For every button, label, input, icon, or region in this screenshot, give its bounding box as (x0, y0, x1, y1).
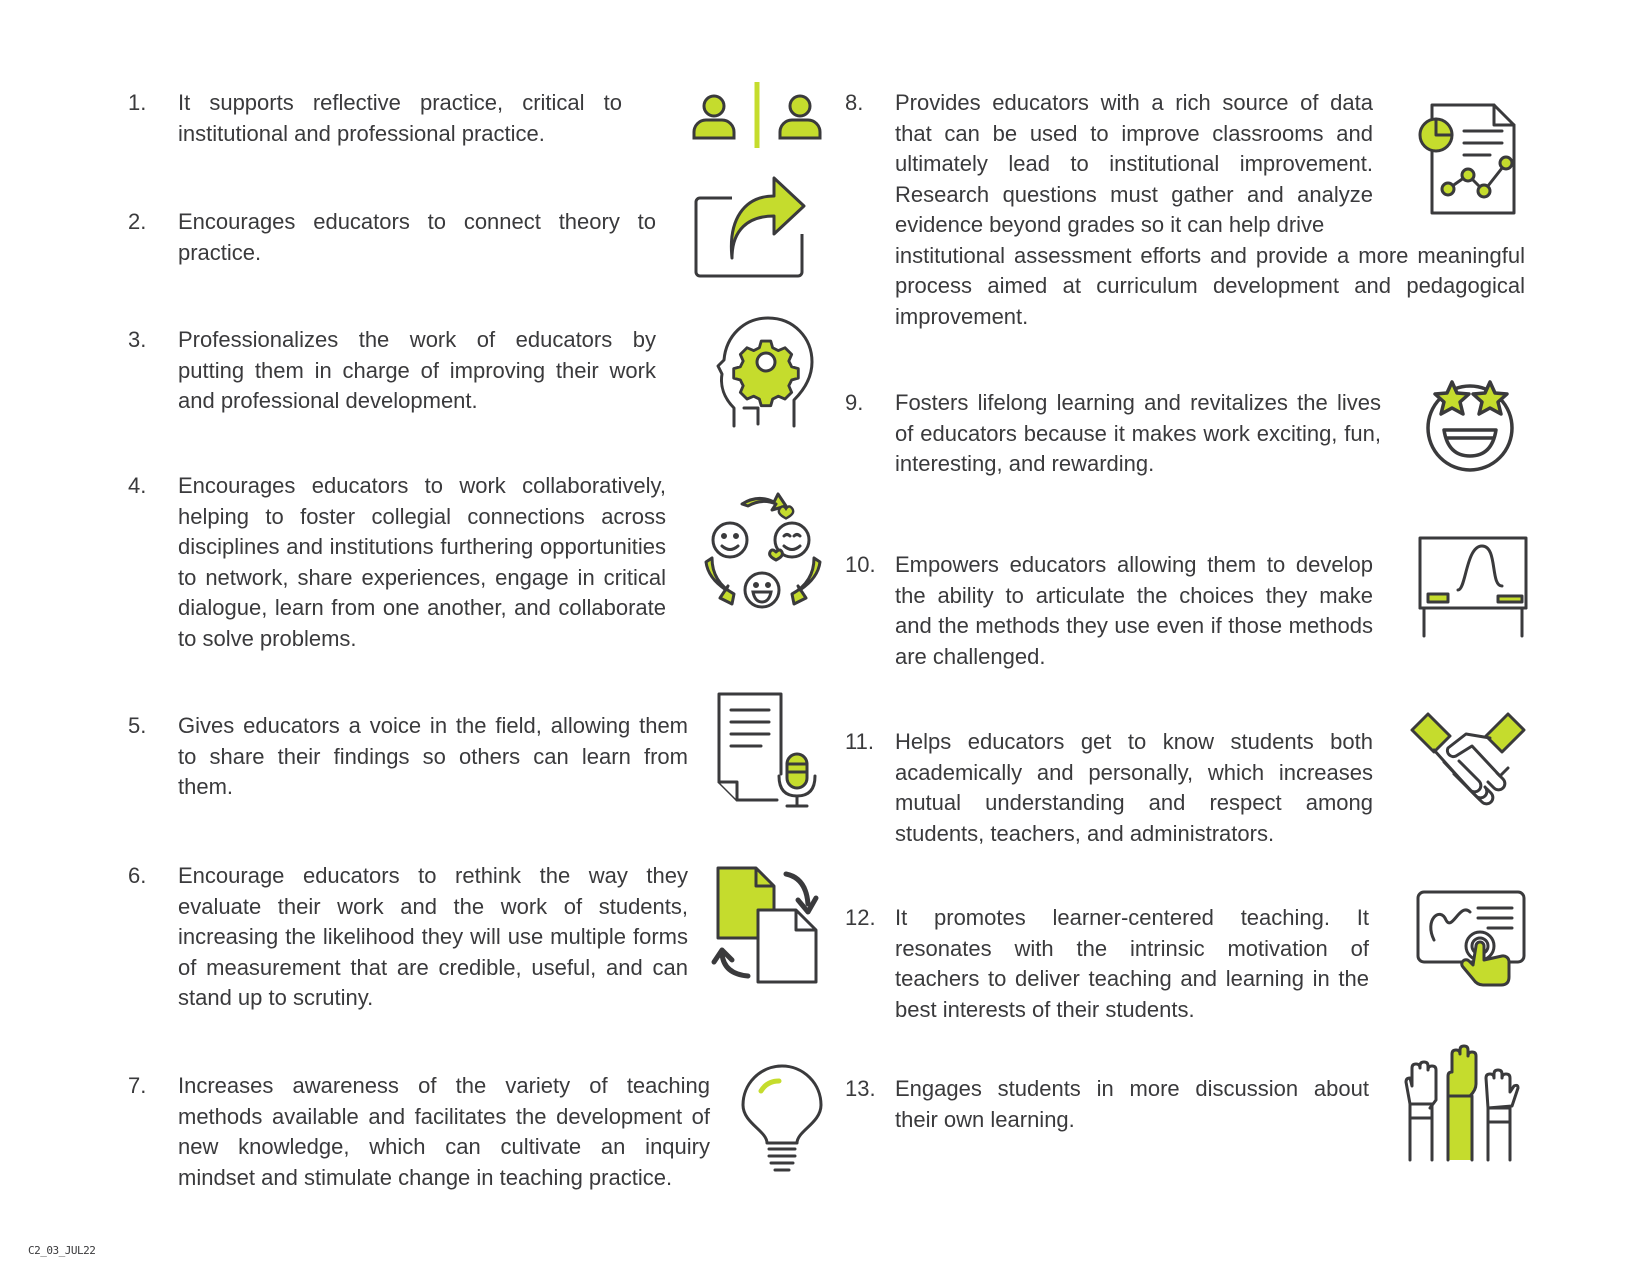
item-number: 2. (128, 209, 147, 234)
item-text-continued: institutional assessment efforts and provide a more meaningful process aimed at curriculum development and pedagogical improvement. (895, 242, 1525, 329)
item-number: 13. (845, 1076, 876, 1101)
list-item-11 (845, 727, 1373, 849)
item-number: 4. (128, 473, 147, 498)
head-gear-icon (718, 316, 814, 428)
list-item-5 (128, 711, 688, 803)
list-item-3 (128, 325, 656, 417)
whiteboard-icon (1418, 536, 1528, 638)
star-eyes-face-icon (1422, 376, 1518, 472)
list-item-10 (845, 550, 1373, 672)
list-item-1 (128, 88, 622, 149)
list-item-9 (845, 388, 1381, 480)
item-text: Gives educators a voice in the field, allowing them to share their findings so others can learn from them. (178, 713, 688, 799)
document-microphone-icon (717, 692, 819, 810)
data-report-icon (1418, 101, 1518, 217)
item-number: 6. (128, 863, 147, 888)
item-number: 10. (845, 552, 876, 577)
item-number: 12. (845, 905, 876, 930)
item-text: It supports reflective practice, critical to institutional and professional practice. (178, 90, 622, 146)
handshake-icon (1410, 712, 1526, 808)
list-item-6 (128, 861, 688, 1014)
item-text: Encourage educators to rethink the way they evaluate their work and the work of students, increasing the likelihood they will use multiple forms of measurement that are credible, useful, and can stand up to scrutiny. (178, 863, 688, 1010)
list-item-4 (128, 471, 666, 654)
item-number: 9. (845, 390, 864, 415)
document-swap-icon (714, 864, 822, 984)
raised-hands-icon (1404, 1048, 1516, 1162)
item-text: Increases awareness of the variety of teaching methods available and facilitates the development of new knowledge, which can cultivate an inquiry mindset and stimulate change in teaching practice. (178, 1073, 710, 1190)
item-text: Encourages educators to connect theory to practice. (178, 209, 656, 265)
list-item-12 (845, 903, 1369, 1025)
item-text: Fosters lifelong learning and revitalizes the lives of educators because it makes work exciting, fun, interesting, and rewarding. (895, 390, 1381, 476)
item-text: Helps educators get to know students both academically and personally, which increases mutual understanding and respect among students, teachers, and administrators. (895, 729, 1373, 846)
item-number: 11. (845, 729, 874, 754)
item-number: 7. (128, 1073, 147, 1098)
item-text: Professionalizes the work of educators by putting them in charge of improving their work and professional development. (178, 327, 656, 413)
item-text: It promotes learner-centered teaching. It resonates with the intrinsic motivation of teachers to deliver teaching and learning in the best interests of their students. (895, 905, 1369, 1022)
lightbulb-icon (739, 1069, 825, 1181)
item-text: Provides educators with a rich source of data that can be used to improve classrooms and ultimately lead to institutional improvement. Research questions must gather and analyze evidence beyond grades so it can help drive (895, 90, 1373, 237)
list-item-7 (128, 1071, 710, 1193)
share-arrow-icon (694, 178, 806, 278)
item-text: Engages students in more discussion about their own learning. (895, 1076, 1369, 1132)
item-text: Encourages educators to work collaboratively, helping to foster collegial connections across disciplines and institutions furthering opportunities to network, share experiences, engage in critical dialogue, learn from one another, and collaborate to solve problems. (178, 473, 666, 651)
item-number: 5. (128, 713, 147, 738)
list-item-2 (128, 207, 656, 268)
document-code: C2_03_JUL22 (28, 1244, 96, 1257)
item-number: 8. (845, 90, 864, 115)
item-number: 1. (128, 90, 147, 115)
collaboration-faces-icon (702, 492, 824, 614)
reflection-people-icon (692, 82, 822, 148)
list-item-13 (845, 1074, 1369, 1135)
touch-screen-icon (1416, 890, 1532, 984)
item-number: 3. (128, 327, 147, 352)
item-text: Empowers educators allowing them to develop the ability to articulate the choices they make and the methods they use even if those methods are challenged. (895, 552, 1373, 669)
